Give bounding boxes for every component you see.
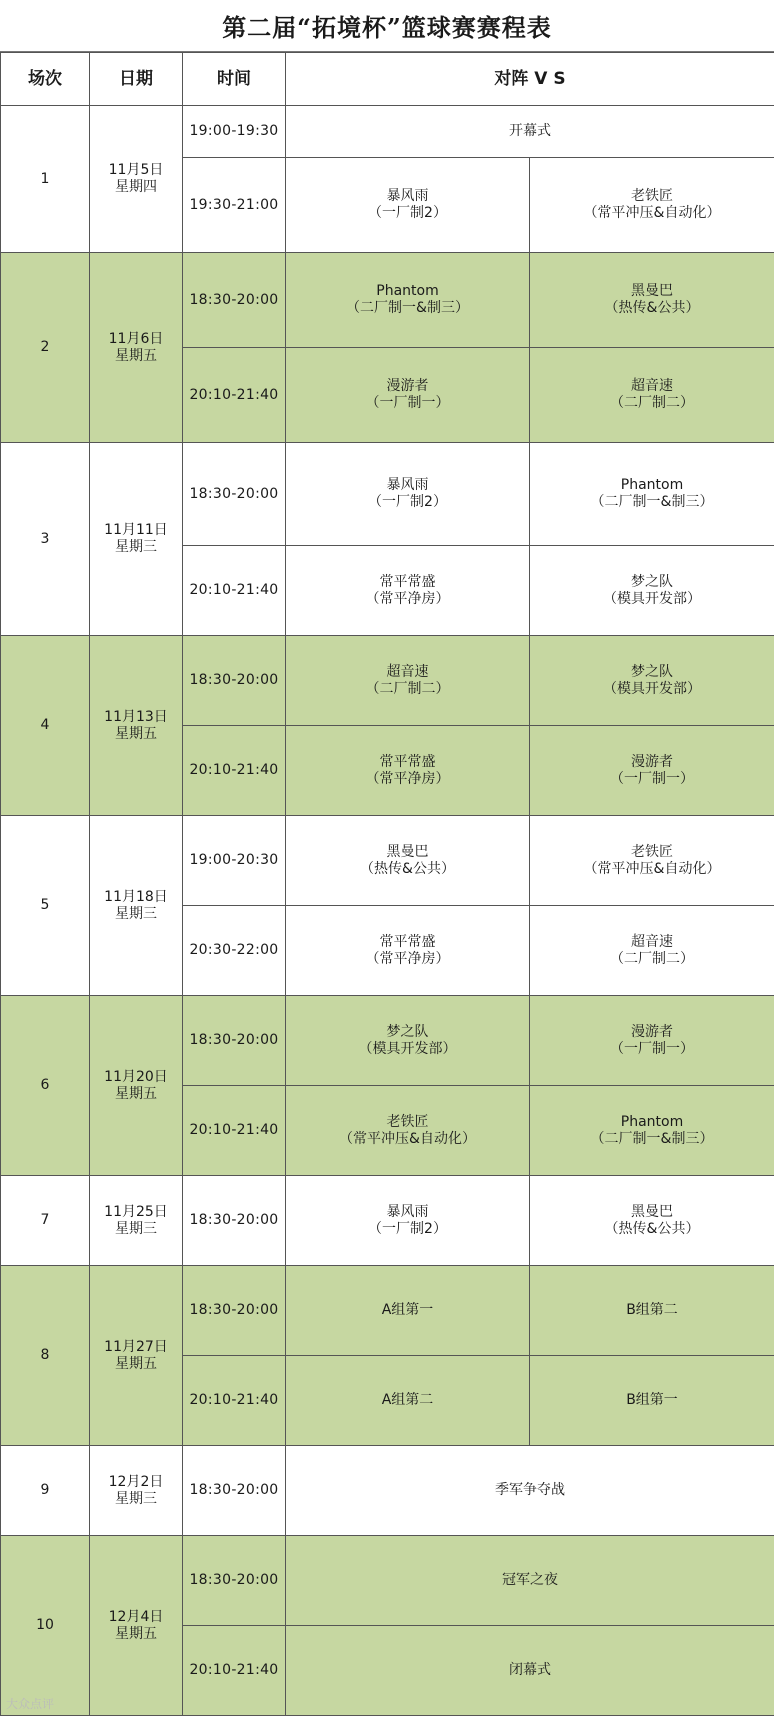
team-b-name: 漫游者 xyxy=(530,754,774,771)
round-number: 5 xyxy=(1,816,90,996)
header-round: 场次 xyxy=(1,53,90,106)
team-b-unit: （热传&公共） xyxy=(530,1221,774,1238)
table-row xyxy=(1,1536,774,1626)
match-time: 19:30-21:00 xyxy=(183,158,286,253)
schedule-table xyxy=(0,52,774,1716)
team-a-name: 常平常盛 xyxy=(286,574,529,591)
team-b-cell xyxy=(530,253,774,348)
team-a-cell xyxy=(286,443,530,546)
team-a-name: 漫游者 xyxy=(286,378,529,395)
match-time: 18:30-20:00 xyxy=(183,1266,286,1356)
team-b-unit: （二厂制一&制三） xyxy=(530,494,774,511)
table-row xyxy=(1,443,774,546)
round-number: 8 xyxy=(1,1266,90,1446)
team-a-cell xyxy=(286,158,530,253)
team-a-name: 黑曼巴 xyxy=(286,844,529,861)
match-time: 18:30-20:00 xyxy=(183,253,286,348)
match-date: 11月6日 xyxy=(90,331,182,348)
match-date: 11月25日 xyxy=(90,1204,182,1221)
match-time: 20:10-21:40 xyxy=(183,1626,286,1716)
team-b-cell xyxy=(530,1176,774,1266)
match-date-cell xyxy=(90,816,183,996)
team-a-name: 常平常盛 xyxy=(286,934,529,951)
match-time: 19:00-20:30 xyxy=(183,816,286,906)
match-date-cell xyxy=(90,443,183,636)
team-a-unit: （一厂制2） xyxy=(286,205,529,222)
team-a-unit: （常平净房） xyxy=(286,951,529,968)
team-b-name: Phantom xyxy=(530,1114,774,1131)
match-date-cell xyxy=(90,106,183,253)
event-name: 冠军之夜 xyxy=(286,1536,774,1626)
team-b-cell xyxy=(530,906,774,996)
team-a-name: 梦之队 xyxy=(286,1024,529,1041)
event-name: 闭幕式 xyxy=(286,1626,774,1716)
team-a-unit: （常平净房） xyxy=(286,591,529,608)
team-a-name: 常平常盛 xyxy=(286,754,529,771)
match-date: 11月11日 xyxy=(90,522,182,539)
round-number: 3 xyxy=(1,443,90,636)
team-b-name: Phantom xyxy=(530,477,774,494)
table-row xyxy=(1,253,774,348)
team-b-unit: （模具开发部） xyxy=(530,681,774,698)
team-b-name: 老铁匠 xyxy=(530,188,774,205)
team-a-name: 暴风雨 xyxy=(286,477,529,494)
match-time: 20:10-21:40 xyxy=(183,1086,286,1176)
team-b-cell xyxy=(530,1266,774,1356)
team-a-name: 暴风雨 xyxy=(286,1204,529,1221)
team-a-unit: （二厂制二） xyxy=(286,681,529,698)
team-a-name: A组第二 xyxy=(286,1392,529,1409)
team-b-name: 黑曼巴 xyxy=(530,1204,774,1221)
match-weekday: 星期三 xyxy=(90,1491,182,1508)
team-a-cell xyxy=(286,996,530,1086)
team-b-cell xyxy=(530,1356,774,1446)
header-date: 日期 xyxy=(90,53,183,106)
team-b-cell xyxy=(530,636,774,726)
team-b-name: 梦之队 xyxy=(530,664,774,681)
match-time: 18:30-20:00 xyxy=(183,443,286,546)
team-a-name: 暴风雨 xyxy=(286,188,529,205)
team-b-unit: （一厂制一） xyxy=(530,1041,774,1058)
watermark-logo: 大众点评 xyxy=(6,1695,54,1712)
table-row xyxy=(1,106,774,158)
team-b-unit: （一厂制一） xyxy=(530,771,774,788)
match-date-cell xyxy=(90,1536,183,1716)
team-a-cell xyxy=(286,546,530,636)
match-time: 18:30-20:00 xyxy=(183,1176,286,1266)
match-date: 11月20日 xyxy=(90,1069,182,1086)
round-number: 2 xyxy=(1,253,90,443)
match-date: 12月4日 xyxy=(90,1609,182,1626)
team-a-name: 老铁匠 xyxy=(286,1114,529,1131)
team-b-unit: （常平冲压&自动化） xyxy=(530,205,774,222)
team-a-cell xyxy=(286,348,530,443)
header-time: 时间 xyxy=(183,53,286,106)
match-date: 11月13日 xyxy=(90,709,182,726)
match-date: 11月18日 xyxy=(90,889,182,906)
match-weekday: 星期五 xyxy=(90,1086,182,1103)
round-number: 4 xyxy=(1,636,90,816)
match-date-cell xyxy=(90,636,183,816)
team-b-cell xyxy=(530,158,774,253)
match-weekday: 星期四 xyxy=(90,179,182,196)
match-date-cell xyxy=(90,1176,183,1266)
team-a-cell xyxy=(286,1266,530,1356)
round-number: 9 xyxy=(1,1446,90,1536)
team-a-cell xyxy=(286,1356,530,1446)
team-a-unit: （常平净房） xyxy=(286,771,529,788)
team-b-unit: （二厂制二） xyxy=(530,395,774,412)
team-b-name: 黑曼巴 xyxy=(530,283,774,300)
team-b-name: B组第一 xyxy=(530,1392,774,1409)
team-a-cell xyxy=(286,636,530,726)
team-b-cell xyxy=(530,443,774,546)
match-time: 18:30-20:00 xyxy=(183,996,286,1086)
match-time: 18:30-20:00 xyxy=(183,636,286,726)
match-weekday: 星期五 xyxy=(90,1626,182,1643)
team-b-name: 梦之队 xyxy=(530,574,774,591)
team-a-unit: （一厂制2） xyxy=(286,1221,529,1238)
team-a-unit: （模具开发部） xyxy=(286,1041,529,1058)
team-b-name: 漫游者 xyxy=(530,1024,774,1041)
match-time: 20:10-21:40 xyxy=(183,726,286,816)
team-b-name: B组第二 xyxy=(530,1302,774,1319)
team-b-name: 老铁匠 xyxy=(530,844,774,861)
team-a-unit: （一厂制2） xyxy=(286,494,529,511)
match-date-cell xyxy=(90,253,183,443)
team-a-name: A组第一 xyxy=(286,1302,529,1319)
schedule-body xyxy=(1,106,774,1716)
match-date-cell xyxy=(90,1266,183,1446)
match-date: 11月27日 xyxy=(90,1339,182,1356)
match-weekday: 星期三 xyxy=(90,906,182,923)
header-match: 对阵 V S xyxy=(286,53,774,106)
table-row xyxy=(1,996,774,1086)
match-time: 20:10-21:40 xyxy=(183,546,286,636)
header-row xyxy=(1,53,774,106)
team-b-unit: （模具开发部） xyxy=(530,591,774,608)
match-weekday: 星期五 xyxy=(90,348,182,365)
round-number: 7 xyxy=(1,1176,90,1266)
match-date-cell xyxy=(90,1446,183,1536)
team-a-cell xyxy=(286,253,530,348)
team-b-name: 超音速 xyxy=(530,934,774,951)
page-title: 第二届“拓境杯”篮球赛赛程表 xyxy=(0,0,774,52)
team-b-name: 超音速 xyxy=(530,378,774,395)
event-name: 季军争夺战 xyxy=(286,1446,774,1536)
team-b-cell xyxy=(530,816,774,906)
team-a-unit: （二厂制一&制三） xyxy=(286,300,529,317)
team-b-unit: （热传&公共） xyxy=(530,300,774,317)
match-weekday: 星期三 xyxy=(90,539,182,556)
team-b-unit: （二厂制一&制三） xyxy=(530,1131,774,1148)
team-a-name: 超音速 xyxy=(286,664,529,681)
table-row xyxy=(1,1176,774,1266)
team-a-unit: （一厂制一） xyxy=(286,395,529,412)
team-a-cell xyxy=(286,1086,530,1176)
round-number: 6 xyxy=(1,996,90,1176)
match-time: 20:10-21:40 xyxy=(183,348,286,443)
team-b-cell xyxy=(530,996,774,1086)
event-name: 开幕式 xyxy=(286,106,774,158)
match-time: 18:30-20:00 xyxy=(183,1446,286,1536)
team-b-cell xyxy=(530,348,774,443)
match-date: 12月2日 xyxy=(90,1474,182,1491)
match-time: 20:10-21:40 xyxy=(183,1356,286,1446)
team-b-cell xyxy=(530,726,774,816)
team-a-unit: （热传&公共） xyxy=(286,861,529,878)
table-row xyxy=(1,816,774,906)
match-date-cell xyxy=(90,996,183,1176)
table-row xyxy=(1,1266,774,1356)
table-row xyxy=(1,1446,774,1536)
team-a-cell xyxy=(286,1176,530,1266)
match-time: 18:30-20:00 xyxy=(183,1536,286,1626)
team-b-cell xyxy=(530,1086,774,1176)
team-a-unit: （常平冲压&自动化） xyxy=(286,1131,529,1148)
match-weekday: 星期三 xyxy=(90,1221,182,1238)
match-weekday: 星期五 xyxy=(90,726,182,743)
team-b-unit: （二厂制二） xyxy=(530,951,774,968)
round-number: 10 xyxy=(1,1536,90,1716)
match-time: 20:30-22:00 xyxy=(183,906,286,996)
team-a-cell xyxy=(286,816,530,906)
team-b-unit: （常平冲压&自动化） xyxy=(530,861,774,878)
match-date: 11月5日 xyxy=(90,162,182,179)
match-weekday: 星期五 xyxy=(90,1356,182,1373)
team-a-name: Phantom xyxy=(286,283,529,300)
team-b-cell xyxy=(530,546,774,636)
round-number: 1 xyxy=(1,106,90,253)
team-a-cell xyxy=(286,906,530,996)
table-row xyxy=(1,636,774,726)
match-time: 19:00-19:30 xyxy=(183,106,286,158)
team-a-cell xyxy=(286,726,530,816)
